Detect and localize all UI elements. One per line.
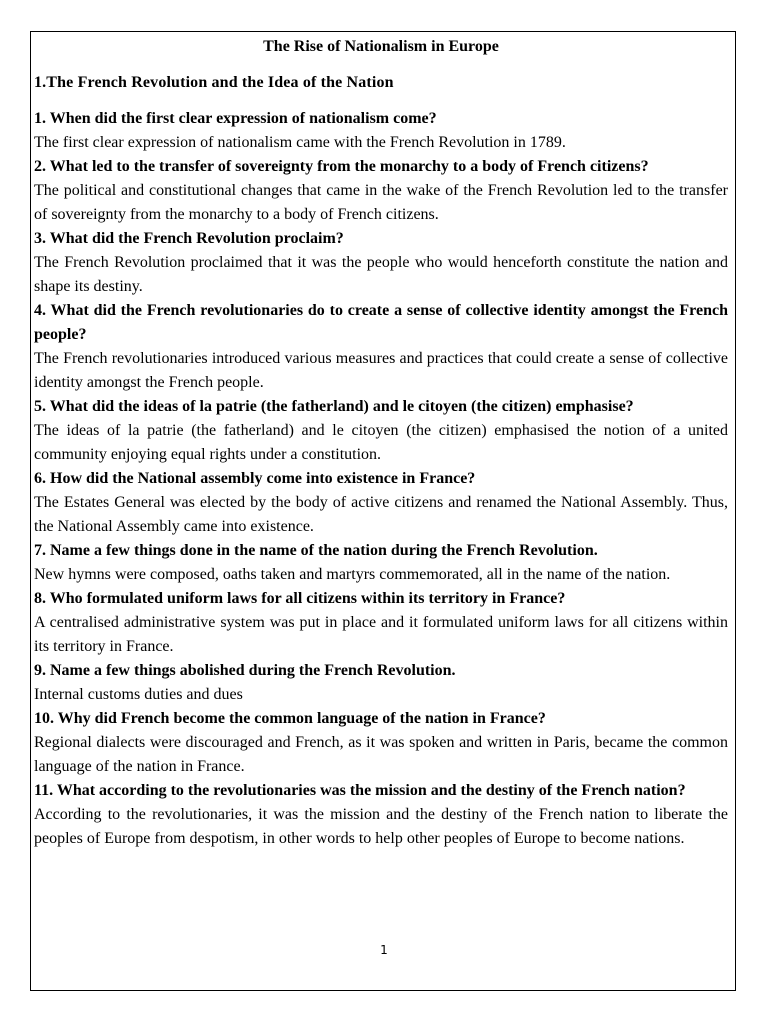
qa-item-6 xyxy=(34,467,728,539)
question-1: 1. When did the first clear expression of nationalism come? xyxy=(34,110,437,127)
answer-8: A centralised administrative system was put in place and it formulated uniform laws for all citizens within its territory in France. xyxy=(34,614,728,655)
question-6: 6. How did the National assembly come into existence in France? xyxy=(34,470,476,487)
answer-7: New hymns were composed, oaths taken and martyrs commemorated, all in the name of the nation. xyxy=(34,566,671,583)
question-3: 3. What did the French Revolution proclaim? xyxy=(34,230,344,247)
question-2: 2. What led to the transfer of sovereignty from the monarchy to a body of French citizens? xyxy=(34,158,649,175)
qa-item-8 xyxy=(34,587,728,659)
question-8: 8. Who formulated uniform laws for all citizens within its territory in France? xyxy=(34,590,566,607)
answer-4: The French revolutionaries introduced various measures and practices that could create a sense of collective identity amongst the French people. xyxy=(34,350,728,391)
question-5: 5. What did the ideas of la patrie (the fatherland) and le citoyen (the citizen) emphasise? xyxy=(34,398,634,415)
answer-6: The Estates General was elected by the body of active citizens and renamed the National Assembly. Thus, the National Assembly came into existence. xyxy=(34,494,728,535)
answer-5: The ideas of la patrie (the fatherland) and le citoyen (the citizen) emphasised the notion of a united community enjoying equal rights under a constitution. xyxy=(34,422,728,463)
answer-11: According to the revolutionaries, it was the mission and the destiny of the French nation to liberate the peoples of Europe from despotism, in other words to help other peoples of Europe to become nations. xyxy=(34,806,728,847)
answer-2: The political and constitutional changes that came in the wake of the French Revolution led to the transfer of sovereignty from the monarchy to a body of French citizens. xyxy=(34,182,728,223)
qa-item-11 xyxy=(34,779,728,851)
answer-10: Regional dialects were discouraged and French, as it was spoken and written in Paris, became the common language of the nation in France. xyxy=(34,734,728,775)
document-body xyxy=(34,35,728,851)
qa-item-5 xyxy=(34,395,728,467)
document-title: The Rise of Nationalism in Europe xyxy=(263,38,499,55)
question-10: 10. Why did French become the common language of the nation in France? xyxy=(34,710,546,727)
qa-item-4 xyxy=(34,299,728,395)
qa-item-7 xyxy=(34,539,728,587)
question-9: 9. Name a few things abolished during the French Revolution. xyxy=(34,662,456,679)
answer-3: The French Revolution proclaimed that it was the people who would henceforth constitute the nation and shape its destiny. xyxy=(34,254,728,295)
qa-item-3 xyxy=(34,227,728,299)
question-4: 4. What did the French revolutionaries do to create a sense of collective identity amongst the French people? xyxy=(34,302,728,343)
qa-item-9 xyxy=(34,659,728,707)
qa-item-10 xyxy=(34,707,728,779)
question-7: 7. Name a few things done in the name of the nation during the French Revolution. xyxy=(34,542,598,559)
answer-1: The first clear expression of nationalism came with the French Revolution in 1789. xyxy=(34,134,566,151)
qa-item-1 xyxy=(34,107,728,155)
answer-9: Internal customs duties and dues xyxy=(34,686,243,703)
qa-item-2 xyxy=(34,155,728,227)
qa-list xyxy=(34,107,728,851)
section-heading: 1.The French Revolution and the Idea of the Nation xyxy=(34,74,394,91)
page-number: 1 xyxy=(380,943,388,957)
question-11: 11. What according to the revolutionaries was the mission and the destiny of the French nation? xyxy=(34,782,686,799)
